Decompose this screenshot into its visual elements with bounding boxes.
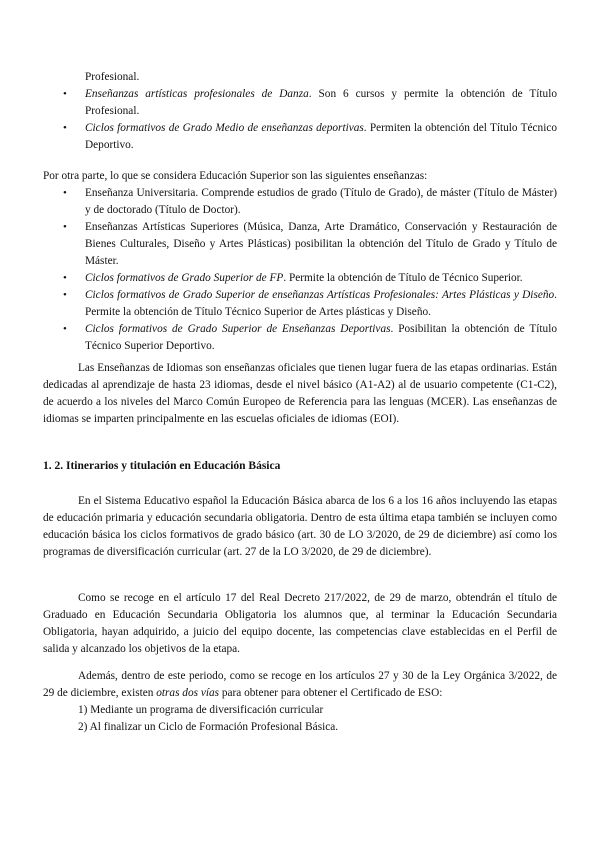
list-item [60,287,557,321]
list-item [60,270,557,287]
idiomas-paragraph: Las Enseñanzas de Idiomas son enseñanzas oficiales que tienen lugar fuera de las etapas ordinarias. Están dedicadas al aprendizaje de hasta 23 idiomas, desde el nivel básico (A1-A2) al de usuario competente (C1-C2), de acuerdo a los niveles del Marco Común Europeo de Referencia para las lenguas (MCER). Las enseñanzas de idiomas se imparten principalmente en las escuelas oficiales de idiomas (EOI). [43,362,557,425]
list-item-italic: Ciclos formativos de Grado Medio de enseñanzas deportivas [85,122,364,134]
list-item [60,86,557,120]
section-heading: 1. 2. Itinerarios y titulación en Educación Básica [43,460,281,472]
list-item-italic: Enseñanzas artísticas profesionales de Danza [85,88,309,100]
bullet-icon: • [63,88,67,100]
intro-superior: Por otra parte, lo que se considera Educación Superior son las siguientes enseñanzas: [43,170,428,182]
vias-text-italic: otras dos vías [156,687,220,699]
list-item [60,321,557,355]
bullet-list-2 [60,185,557,355]
list-item-italic: Ciclos formativos de Grado Superior de Enseñanzas Deportivas [85,323,391,335]
bullet-icon: • [63,221,67,233]
list-item-italic: Ciclos formativos de Grado Superior de FP [85,272,284,284]
list-item-text: . Permite la obtención de Título Técnico Superior de Artes plásticas y Diseño. [85,289,557,318]
list-item [60,219,557,270]
bullet-icon: • [63,122,67,134]
vias-text-after: para obtener para obtener el Certificado de ESO: [219,687,443,699]
list-item-text: . Permite la obtención de Título de Técnico Superior. [283,272,523,284]
real-decreto-paragraph: Como se recoge en el artículo 17 del Real Decreto 217/2022, de 29 de marzo, obtendrán el título de Graduado en Educación Secundaria Obligatoria los alumnos que, al terminar la Educación Secundaria Obligatoria, hayan adquirido, a juicio del equipo docente, las competencias clave establecidas en el Perfil de salida y alcanzado los objetivos de la etapa. [43,592,557,655]
list-item [60,185,557,219]
list-item-text: . Son 6 cursos y permite la obtención de Título Profesional. [85,88,557,117]
list-item-text: . Posibilitan la obtención de Título Técnico Superior Deportivo. [85,323,557,352]
vias-paragraph [43,668,557,702]
list-continuation: Profesional. [85,71,140,83]
bullet-list-1 [60,86,557,154]
vias-text-before: Además, dentro de este periodo, como se recoge en los artículos 27 y 30 de la Ley Orgánica 3/2022, de 29 de diciembre, existen [43,670,557,699]
bullet-icon: • [63,187,67,199]
list-item-text: . Permiten la obtención del Título Técnico Deportivo. [85,122,557,151]
basica-paragraph: En el Sistema Educativo español la Educación Básica abarca de los 6 a los 16 años incluyendo las etapas de educación primaria y educación secundaria obligatoria. Dentro de esta última etapa también se incluyen como educación básica los ciclos formativos de grado básico (art. 30 de LO 3/2020, de 29 de diciembre) así como los programas de diversificación curricular (art. 27 de la LO 3/2020, de 29 de diciembre). [43,495,557,558]
bullet-icon: • [63,323,67,335]
list-item-text: Enseñanzas Artísticas Superiores (Música, Danza, Arte Dramático, Conservación y Restauración de Bienes Culturales, Diseño y Artes Plásticas) posibilitan la obtención del Título de Grado y Título de Máster. [85,221,557,267]
numbered-list [78,702,338,736]
numbered-item: 2) Al finalizar un Ciclo de Formación Profesional Básica. [78,721,339,733]
bullet-icon: • [63,289,67,301]
bullet-icon: • [63,272,67,284]
list-item [60,120,557,154]
numbered-item: 1) Mediante un programa de diversificación curricular [78,704,324,716]
list-item-italic: Ciclos formativos de Grado Superior de enseñanzas Artísticas Profesionales: Artes Plásticas y Diseño [85,289,555,301]
list-item-text: Enseñanza Universitaria. Comprende estudios de grado (Título de Grado), de máster (Título de Máster) y de doctorado (Título de Doctor). [85,187,557,216]
